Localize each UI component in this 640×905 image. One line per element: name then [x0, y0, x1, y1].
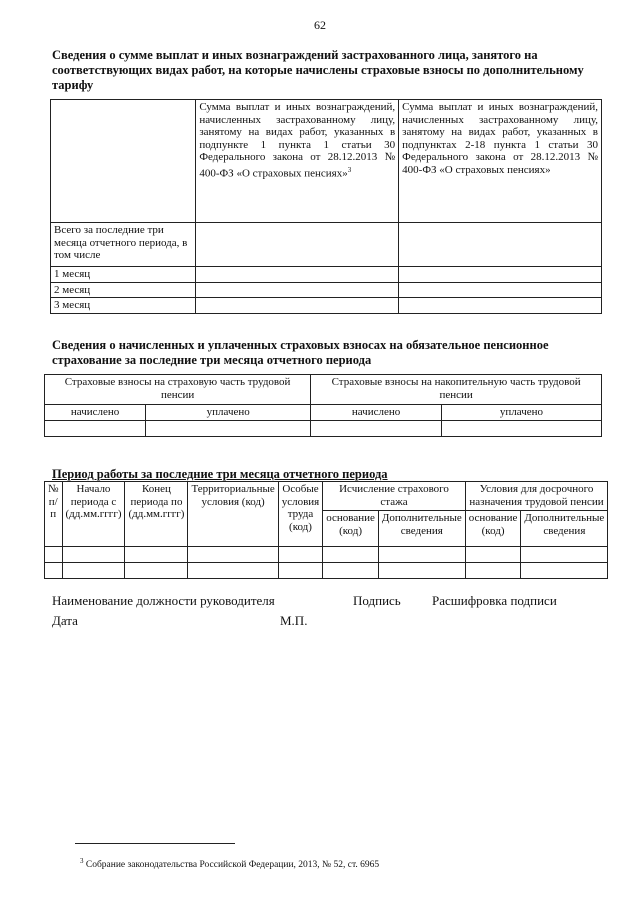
work-period-table	[44, 481, 608, 579]
col-number-header: № п/п	[45, 482, 63, 547]
col-early-header: Условия для досрочного назначения трудовой пенсии	[465, 482, 608, 511]
footnote: $^3$ Собрание законодательства Российской Федерации, 2013, № 52, ст. 6965	[80, 857, 380, 871]
section1-heading: Сведения о сумме выплат и иных вознаграждений застрахованного лица, занятого на соответствующих видах работ, на которые начислены страховые взносы по дополнительному тарифу	[52, 48, 584, 92]
section2-heading: Сведения о начисленных и уплаченных страховых взносах на обязательное пенсионное страхование за последние три месяца отчетного периода	[52, 338, 549, 367]
col-special-header: Особые условия труда (код)	[278, 482, 323, 547]
contrib-funded-part-header: Страховые взносы на накопительную часть трудовой пенсии	[311, 375, 602, 405]
payments-table	[50, 99, 602, 314]
col-end-header: Конец периода по (дд.мм.гггг)	[125, 482, 188, 547]
contrib-insurance-part-header: Страховые взносы на страховую часть трудовой пенсии	[45, 375, 311, 405]
col-territorial-header: Территориальные условия (код)	[188, 482, 278, 547]
col-start-header: Начало периода с (дд.мм.гггг)	[62, 482, 125, 547]
col-calc-header: Исчисление страхового стажа	[323, 482, 466, 511]
date-label: Дата	[52, 613, 78, 628]
payments-col2-header: Сумма выплат и иных вознаграждений, начисленных застрахованному лицу, занятому на видах работ, указанных в подпунктах 2-18 пункта 1 статьи 30 Федерального закона от 28.12.2013 № 400-ФЗ «О страховых пенсиях»	[399, 100, 602, 223]
contrib-accrued-header: начислено	[45, 405, 146, 421]
stamp-label: М.П.	[280, 613, 308, 628]
payments-row-label: 1 месяц	[51, 267, 196, 283]
payments-corner-cell	[51, 100, 196, 223]
contrib-paid-header: уплачено	[146, 405, 311, 421]
manager-position-label: Наименование должности руководителя	[52, 593, 275, 608]
footnote-separator	[75, 843, 235, 844]
signature-decode-label: Расшифровка подписи	[432, 593, 557, 608]
col-early-basis: основание (код)	[465, 511, 521, 547]
payments-row-label: Всего за последние три месяца отчетного периода, в том числе	[51, 223, 196, 267]
col-calc-additional: Дополнительные сведения	[378, 511, 465, 547]
payments-row-label: 2 месяц	[51, 282, 196, 298]
section3-heading: Период работы за последние три месяца отчетного периода	[52, 467, 388, 481]
contrib-paid-header: уплачено	[441, 405, 601, 421]
contrib-accrued-header: начислено	[311, 405, 442, 421]
payments-row-label: 3 месяц	[51, 298, 196, 314]
col-early-additional: Дополнительные сведения	[521, 511, 608, 547]
signature-label: Подпись	[353, 593, 401, 608]
col-calc-basis: основание (код)	[323, 511, 379, 547]
payments-col1-header: Сумма выплат и иных вознаграждений, начисленных застрахованному лицу, занятому на видах работ, указанных в подпункте 1 пункта 1 статьи 30 Федерального закона от 28.12.2013 № 400-ФЗ «О страховых пенсиях»$^3$	[196, 100, 399, 223]
page-number: 62	[314, 18, 326, 32]
contributions-table	[44, 374, 602, 437]
